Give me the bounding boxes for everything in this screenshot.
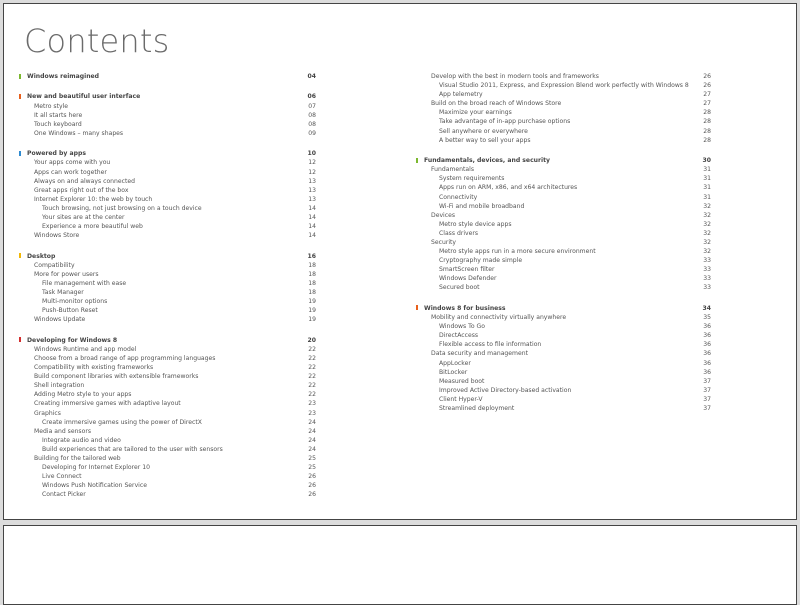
toc-page-number: 30 [702,157,711,165]
toc-entry-label: Shell integration [34,382,85,390]
toc-entry-label: Maximize your earnings [439,109,512,117]
toc-page-number: 36 [703,359,711,367]
toc-entry [415,349,711,358]
toc-entry-label: Windows 8 for business [424,304,506,312]
toc-entry-label: Windows Store [34,232,80,240]
toc-page-number: 20 [307,336,316,344]
toc-entry-label: Experience a more beautiful web [42,223,143,231]
toc-entry [18,120,316,129]
toc-section-heading [415,304,711,313]
toc-section [415,304,711,413]
toc-page-number: 34 [702,304,711,312]
section-color-marker [19,74,21,79]
toc-entry [18,354,316,363]
toc-entry-label: Build experiences that are tailored to the user with sensors [42,445,223,453]
toc-entry [18,418,316,427]
toc-page-number: 26 [308,473,316,481]
toc-page-number: 26 [308,482,316,490]
toc-entry-label: Visual Studio 2011, Express, and Expression Blend work perfectly with Windows 8 [439,82,689,90]
toc-entry-label: Creating immersive games with adaptive layout [34,400,181,408]
toc-page-number: 32 [703,220,711,228]
toc-page-number: 22 [308,382,316,390]
section-color-marker [19,94,21,99]
toc-entry [415,90,711,99]
toc-page-number: 24 [308,427,316,435]
toc-entry [18,363,316,372]
toc-section-heading [415,156,711,165]
toc-entry-label: AppLocker [439,359,471,367]
toc-page-number: 22 [308,373,316,381]
toc-page-number: 22 [308,364,316,372]
toc-entry-label: Windows Push Notification Service [42,482,147,490]
toc-page-number: 26 [703,82,711,90]
toc-entry-label: Metro style apps run in a more secure environment [439,248,596,256]
toc-entry [18,261,316,270]
toc-entry [415,229,711,238]
toc-entry-label: Fundamentals, devices, and security [424,157,550,165]
toc-entry [18,445,316,454]
toc-entry [18,463,316,472]
toc-page-number: 33 [703,266,711,274]
toc-page-number: 37 [703,395,711,403]
toc-entry-label: Streamlined deployment [439,404,515,412]
toc-entry [18,436,316,445]
toc-entry [18,279,316,288]
toc-entry-label: Cryptography made simple [439,257,523,265]
toc-entry-label: Measured boot [439,377,485,385]
toc-page-number: 08 [308,111,316,119]
toc-entry-label: Devices [431,211,456,219]
toc-entry [415,81,711,90]
toc-entry-label: File management with ease [42,279,127,287]
toc-page-number: 26 [308,491,316,499]
toc-entry-label: Develop with the best in modern tools and frameworks [431,73,599,80]
toc-entry [415,404,711,413]
toc-entry-label: Sell anywhere or everywhere [439,127,528,135]
toc-page-number: 19 [308,298,316,306]
toc-page-number: 19 [308,316,316,324]
toc-entry [18,231,316,240]
toc-section [415,72,711,145]
toc-page-number: 18 [308,279,316,287]
toc-page-number: 23 [308,409,316,417]
toc-entry [18,381,316,390]
toc-page-number: 22 [308,355,316,362]
toc-page-number: 22 [308,391,316,399]
toc-entry-label: Live Connect [42,473,82,481]
toc-entry [18,315,316,324]
toc-entry-label: Flexible access to file information [439,341,542,349]
toc-page-number: 31 [703,193,711,201]
toc-entry-label: Always on and always connected [34,177,135,185]
toc-entry-label: Integrate audio and video [42,436,121,444]
toc-entry-label: One Windows – many shapes [34,129,124,137]
toc-entry [415,108,711,117]
toc-entry-label: Your apps come with you [34,159,111,167]
toc-entry-label: Windows Defender [439,275,497,283]
toc-entry [415,136,711,145]
toc-page-number: 32 [703,211,711,219]
toc-page-number: 12 [308,168,316,176]
toc-entry [415,283,711,292]
toc-section-heading [18,149,316,158]
toc-entry [18,102,316,111]
toc-entry [415,274,711,283]
toc-section-heading [18,252,316,261]
toc-page-number: 33 [703,275,711,283]
toc-entry-label: Windows To Go [439,323,485,331]
toc-entry [18,372,316,381]
toc-entry [18,297,316,306]
toc-entry-label: Great apps right out of the box [34,186,129,194]
toc-page-number: 04 [307,73,316,80]
toc-page-number: 18 [308,289,316,297]
toc-entry-label: Security [431,238,457,246]
section-color-marker [19,151,21,156]
toc-entry [415,340,711,349]
toc-section-heading [18,92,316,101]
toc-section-heading [18,72,316,81]
toc-entry [415,377,711,386]
toc-entry [18,177,316,186]
toc-section [18,92,316,137]
toc-entry [18,288,316,297]
toc-entry-label: Secured boot [439,284,480,292]
toc-entry-label: Powered by apps [27,150,86,158]
toc-entry-label: DirectAccess [439,332,479,340]
toc-entry [18,399,316,408]
toc-page-number: 12 [308,159,316,167]
toc-entry [415,127,711,136]
toc-page-number: 33 [703,284,711,292]
toc-page-number: 36 [703,323,711,331]
toc-entry-label: Wi-Fi and mobile broadband [439,202,525,210]
toc-entry-label: Create immersive games using the power of DirectX [42,418,202,426]
toc-entry-label: App telemetry [439,91,483,99]
toc-page-number: 26 [703,73,711,80]
toc-entry [18,427,316,436]
toc-entry-label: Adding Metro style to your apps [34,391,132,399]
toc-entry [415,368,711,377]
toc-page-number: 31 [703,175,711,183]
toc-entry-label: Graphics [34,409,61,417]
toc-entry-label: Build on the broad reach of Windows Store [431,100,562,108]
toc-page-number: 10 [307,150,316,158]
toc-entry-label: Apps run on ARM, x86, and x64 architectures [439,184,578,192]
toc-page-number: 31 [703,184,711,192]
toc-entry [415,117,711,126]
toc-page-number: 37 [703,386,711,394]
toc-page-number: 22 [308,345,316,353]
toc-entry-label: Contact Picker [42,491,86,499]
toc-entry [18,490,316,499]
toc-entry-label: Building for the tailored web [34,455,121,463]
toc-page-number: 09 [308,129,316,137]
section-color-marker [19,253,21,258]
toc-page-number: 16 [307,252,316,260]
toc-entry-label: SmartScreen filter [439,266,495,274]
toc-page-number: 33 [703,257,711,265]
toc-entry-label: Task Manager [42,289,84,297]
toc-entry [415,174,711,183]
next-document-page [3,525,797,605]
toc-entry-label: Windows Update [34,316,86,324]
toc-entry-label: Push-Button Reset [42,307,98,315]
toc-page-number: 31 [703,166,711,174]
toc-page-number: 25 [308,464,316,472]
toc-entry [415,165,711,174]
toc-entry-label: Media and sensors [34,427,92,435]
toc-section [18,72,316,81]
toc-page-number: 18 [308,270,316,278]
toc-entry-label: Internet Explorer 10: the web by touch [34,195,153,203]
toc-page-number: 37 [703,377,711,385]
toc-entry-label: Compatibility with existing frameworks [34,364,154,372]
toc-entry-label: A better way to sell your apps [439,136,531,144]
toc-entry [415,220,711,229]
toc-entry [18,195,316,204]
toc-entry [415,99,711,108]
toc-entry [18,472,316,481]
toc-entry [18,222,316,231]
toc-page-number: 13 [308,195,316,203]
toc-entry-label: Take advantage of in-app purchase options [439,118,571,126]
toc-entry [415,238,711,247]
toc-page-number: 07 [308,102,316,110]
toc-entry-label: Metro style [34,102,69,110]
toc-page-number: 35 [703,314,711,322]
document-page [3,3,797,520]
toc-page-number: 36 [703,368,711,376]
toc-page-number: 06 [307,93,316,101]
toc-entry [18,390,316,399]
toc-entry [18,186,316,195]
toc-column-right [415,72,711,424]
toc-section [18,252,316,325]
toc-page-number: 18 [308,261,316,269]
toc-entry-label: Data security and management [431,350,528,358]
toc-entry-label: System requirements [439,175,505,183]
toc-entry-label: Apps can work together [34,168,107,176]
toc-entry [18,158,316,167]
toc-entry [415,331,711,340]
toc-entry [415,395,711,404]
toc-page-number: 32 [703,248,711,256]
toc-column-left [18,72,316,511]
toc-entry-label: Desktop [27,252,56,260]
toc-entry-label: Windows reimagined [27,73,100,80]
toc-page-number: 14 [308,223,316,231]
toc-section [18,336,316,500]
toc-entry [18,168,316,177]
toc-entry [18,454,316,463]
toc-entry-label: Developing for Windows 8 [27,336,118,344]
toc-page-number: 28 [703,118,711,126]
toc-entry [415,386,711,395]
toc-entry [18,409,316,418]
toc-page-number: 27 [703,91,711,99]
toc-entry [18,481,316,490]
toc-entry [18,306,316,315]
toc-entry-label: Connectivity [439,193,478,201]
toc-entry-label: Class drivers [439,229,479,237]
toc-entry [415,359,711,368]
toc-entry [415,183,711,192]
toc-entry [18,204,316,213]
section-color-marker [416,158,418,163]
toc-entry [415,313,711,322]
toc-entry-label: Client Hyper-V [439,395,483,403]
toc-entry [415,265,711,274]
section-color-marker [416,305,418,310]
toc-entry-label: Choose from a broad range of app programming languages [34,355,216,362]
toc-entry-label: Metro style device apps [439,220,512,228]
toc-section [18,149,316,240]
toc-entry [415,193,711,202]
toc-entry [18,213,316,222]
toc-page-number: 32 [703,202,711,210]
toc-entry-label: Your sites are at the center [42,214,125,221]
toc-page-number: 24 [308,436,316,444]
toc-page-number: 23 [308,400,316,408]
toc-page-number: 28 [703,127,711,135]
toc-entry-label: More for power users [34,270,99,278]
toc-page-number: 19 [308,307,316,315]
toc-page-number: 08 [308,120,316,128]
toc-section [415,156,711,292]
toc-entry [18,111,316,120]
toc-entry [415,202,711,211]
toc-entry [415,72,711,81]
toc-entry-label: Touch browsing, not just browsing on a touch device [42,204,202,212]
toc-entry-label: BitLocker [439,368,468,376]
section-color-marker [19,337,21,342]
toc-entry [18,345,316,354]
toc-page-number: 14 [308,214,316,221]
toc-entry-label: Fundamentals [431,166,475,174]
toc-entry-label: Compatibility [34,261,75,269]
toc-page-number: 14 [308,232,316,240]
toc-page-number: 28 [703,136,711,144]
toc-entry-label: Improved Active Directory-based activation [439,386,572,394]
toc-page-number: 32 [703,229,711,237]
toc-section-heading [18,336,316,345]
toc-entry-label: Multi-monitor options [42,298,108,306]
toc-entry [415,322,711,331]
toc-page-number: 27 [703,100,711,108]
toc-page-number: 32 [703,238,711,246]
toc-page-number: 36 [703,341,711,349]
toc-entry-label: Build component libraries with extensible frameworks [34,373,199,381]
toc-entry [415,247,711,256]
toc-entry-label: Mobility and connectivity virtually anywhere [431,314,567,322]
toc-page-number: 36 [703,332,711,340]
toc-page-number: 36 [703,350,711,358]
toc-entry-label: Touch keyboard [34,120,82,128]
page-title: Contents [24,22,170,60]
toc-page-number: 13 [308,177,316,185]
toc-page-number: 24 [308,445,316,453]
toc-page-number: 24 [308,418,316,426]
toc-entry-label: Windows Runtime and app model [34,345,137,353]
toc-entry-label: Developing for Internet Explorer 10 [42,464,150,472]
toc-entry [415,256,711,265]
toc-entry [415,211,711,220]
toc-entry-label: New and beautiful user interface [27,93,141,101]
toc-entry-label: It all starts here [34,111,83,119]
toc-page-number: 13 [308,186,316,194]
toc-entry [18,129,316,138]
toc-page-number: 28 [703,109,711,117]
toc-page-number: 37 [703,404,711,412]
toc-page-number: 14 [308,204,316,212]
toc-entry [18,270,316,279]
toc-page-number: 25 [308,455,316,463]
